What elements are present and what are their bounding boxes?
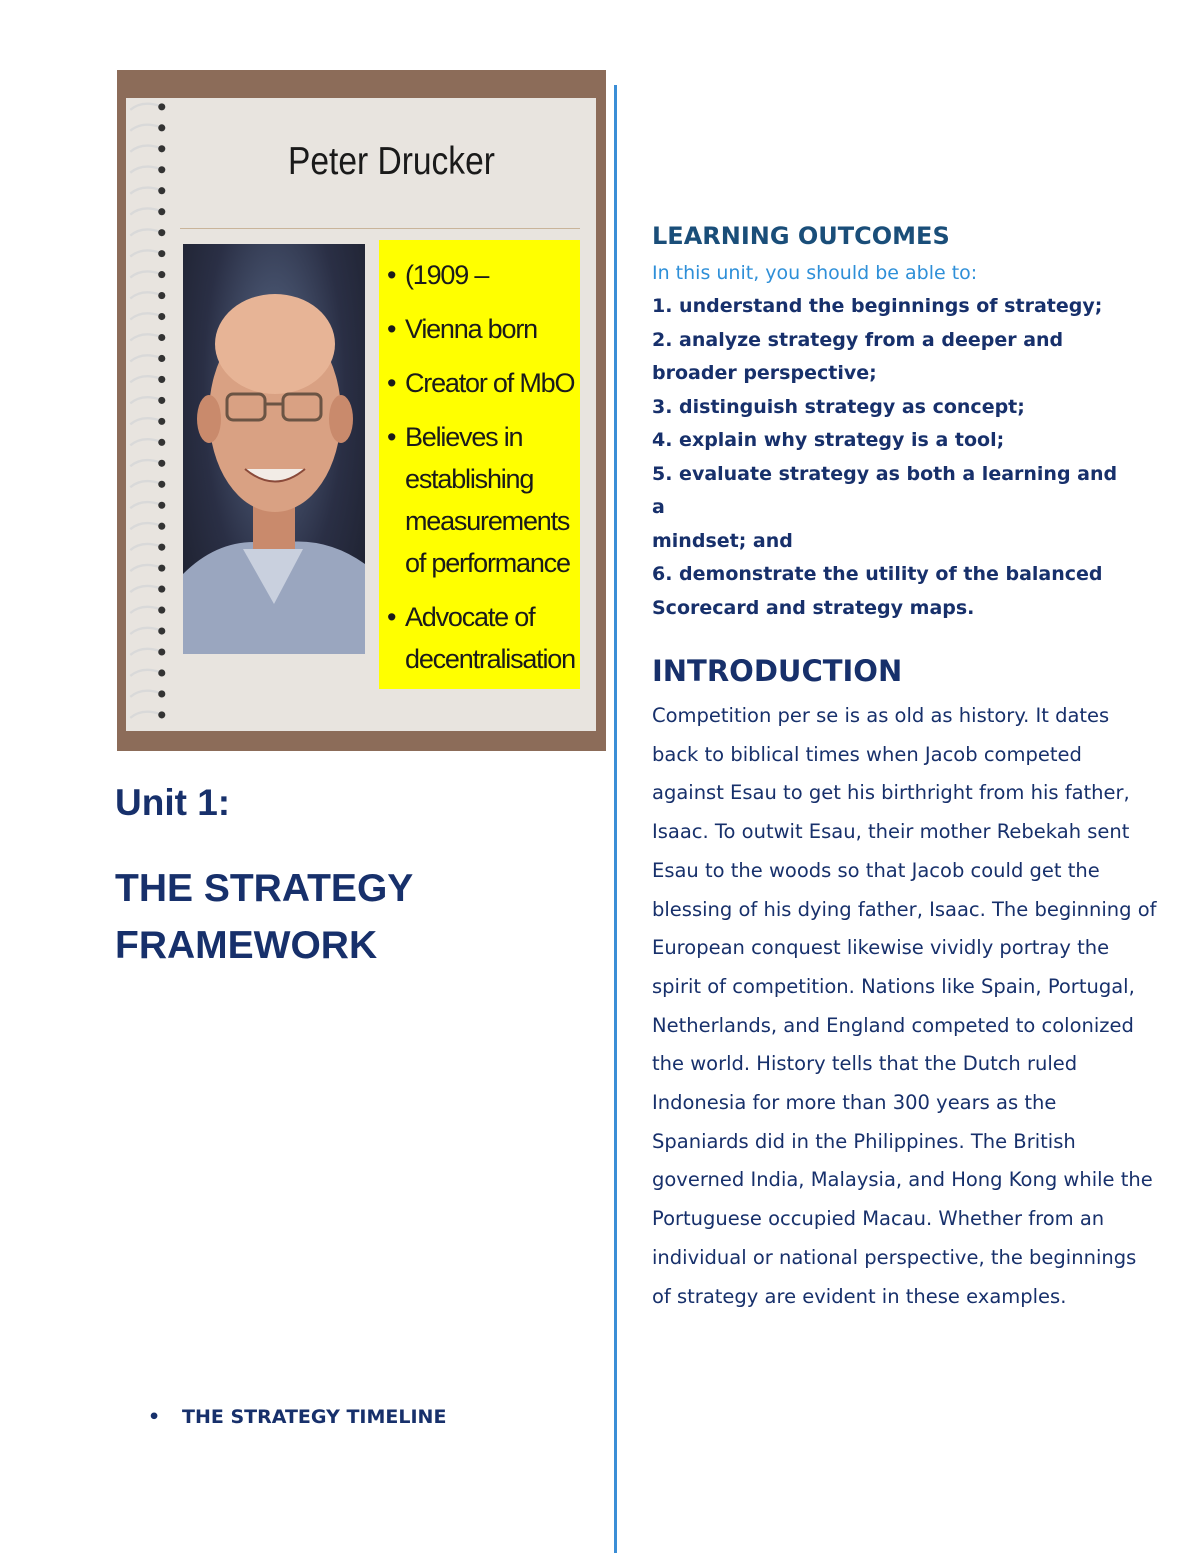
ring-hole	[158, 313, 165, 320]
learning-outcome-item: 3. distinguish strategy as concept;	[652, 395, 1025, 418]
ring-hole	[158, 627, 165, 634]
ring-wire	[130, 334, 160, 340]
ring-hole	[158, 544, 165, 551]
ring-wire	[130, 397, 160, 403]
ring-wire	[130, 544, 160, 550]
ring-hole	[158, 187, 165, 194]
ring-wire	[130, 125, 160, 131]
ring-hole	[158, 607, 165, 614]
ring-wire	[130, 376, 160, 382]
ring-hole	[158, 439, 165, 446]
slide-title: Peter Drucker	[288, 140, 495, 183]
ring-wire	[130, 649, 160, 655]
ring-wire	[130, 670, 160, 676]
notebook-rings	[117, 98, 177, 728]
ring-wire	[130, 712, 160, 718]
ring-hole	[158, 103, 165, 110]
ring-hole	[158, 145, 165, 152]
ring-wire	[130, 104, 160, 110]
bullet-icon: •	[148, 1406, 161, 1428]
ring-hole	[158, 502, 165, 509]
ring-hole	[158, 208, 165, 215]
ring-wire	[130, 628, 160, 634]
ring-wire	[130, 586, 160, 592]
ring-hole	[158, 376, 165, 383]
ring-wire	[130, 271, 160, 277]
learning-outcome-item: 2. analyze strategy from a deeper and broader perspective;	[652, 328, 1064, 384]
ring-wire	[130, 607, 160, 613]
slide-bullet-list	[387, 254, 576, 680]
ring-wire	[130, 565, 160, 571]
introduction-body: Competition per se is as old as history. It dates back to biblical times when Jacob competed against Esau to get his birthright from his father, Isaac. To outwit Esau, their mother Rebekah sent Esau to the woods so that Jacob could get the blessing of his dying father, Isaac. The beginning of European conquest likewise vividly portray the spirit of competition. Nations like Spain, Portugal, Netherlands, and England competed to colonized the world. History tells that the Dutch ruled Indonesia for more than 300 years as the Spaniards did in the Philippines. The British governed India, Malaysia, and Hong Kong while the Portuguese occupied Macau. Whether from an individual or national perspective, the beginnings of strategy are evident in these examples.	[652, 704, 1157, 1308]
ring-hole	[158, 669, 165, 676]
ring-hole	[158, 460, 165, 467]
ring-wire	[130, 292, 160, 298]
ring-wire	[130, 418, 160, 424]
ring-wire	[130, 313, 160, 319]
ring-wire	[130, 229, 160, 235]
learning-outcomes-heading: LEARNING OUTCOMES	[652, 222, 950, 250]
ring-hole	[158, 523, 165, 530]
learning-outcomes-intro: In this unit, you should be able to:	[652, 262, 978, 284]
ring-hole	[158, 124, 165, 131]
ring-hole	[158, 690, 165, 697]
ring-wire	[130, 146, 160, 152]
ring-hole	[158, 292, 165, 299]
ring-wire	[130, 167, 160, 173]
ring-wire	[130, 481, 160, 487]
column-divider	[614, 85, 617, 1553]
ring-wire	[130, 188, 160, 194]
right-column	[652, 216, 1172, 1316]
ring-wire	[130, 691, 160, 697]
ring-hole	[158, 271, 165, 278]
introduction-heading: INTRODUCTION	[652, 654, 903, 688]
learning-outcomes-list	[652, 290, 1172, 625]
slide-bullet: • Vienna born	[387, 308, 576, 350]
ring-hole	[158, 418, 165, 425]
toc-item-label: THE STRATEGY TIMELINE	[182, 1406, 447, 1428]
ring-wire	[130, 250, 160, 256]
ring-hole	[158, 166, 165, 173]
ring-hole	[158, 565, 165, 572]
slide-bullet: • (1909 –	[387, 254, 576, 296]
ring-hole	[158, 397, 165, 404]
learning-outcome-item: 6. demonstrate the utility of the balanced Scorecard and strategy maps.	[652, 563, 1103, 619]
ring-hole	[158, 586, 165, 593]
toc-item	[148, 1406, 446, 1428]
ring-hole	[158, 481, 165, 488]
ring-hole	[158, 711, 165, 718]
ring-hole	[158, 250, 165, 257]
ring-wire	[130, 523, 160, 529]
ring-wire	[130, 460, 160, 466]
unit-label: Unit 1:	[115, 782, 231, 823]
slide-bullet: • Creator of MbO	[387, 362, 576, 404]
ring-hole	[158, 355, 165, 362]
slide-bullet-box	[379, 240, 580, 689]
learning-outcome-item: 4. explain why strategy is a tool;	[652, 429, 1005, 451]
ring-hole	[158, 334, 165, 341]
ring-hole	[158, 648, 165, 655]
ring-wire	[130, 439, 160, 445]
slide-bullet: • Advocate of decentralisation	[387, 596, 576, 680]
unit-title: THE STRATEGY FRAMEWORK	[115, 867, 413, 967]
portrait-photo	[183, 244, 365, 654]
slide-bullet: • Believes in establishing measurements of performance	[387, 416, 576, 584]
learning-outcome-item: 1. understand the beginnings of strategy;	[652, 295, 1103, 317]
ring-wire	[130, 208, 160, 214]
slide-divider-line	[180, 228, 580, 229]
ring-wire	[130, 502, 160, 508]
ring-wire	[130, 355, 160, 361]
learning-outcome-item: 5. evaluate strategy as both a learning and a mindset; and	[652, 462, 1118, 552]
ring-hole	[158, 229, 165, 236]
